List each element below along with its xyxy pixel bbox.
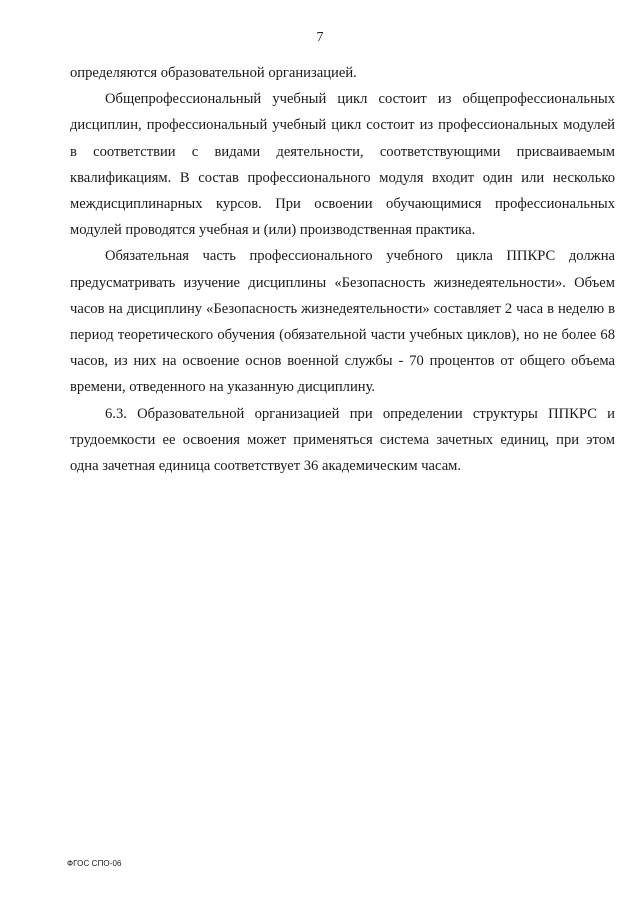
- page-number: 7: [316, 30, 324, 45]
- paragraph-credit-units: 6.3. Образовательной организацией при определении структуры ППКРС и трудоемкости ее освоения может применяться система зачетных единиц, при этом одна зачетная единица соответствует 36 академическим часам.: [70, 405, 615, 475]
- paragraph-life-safety: Обязательная часть профессионального учебного цикла ППКРС должна предусматривать изучение дисциплины «Безопасность жизнедеятельности». Объем часов на дисциплину «Безопасность жизнедеятельности» составляет 2 часа в неделю в период теоретического обучения (обязательной части учебных циклов), но не более 68 часов, из них на освоение основ военной службы - 70 процентов от общего объема времени, отведенного на указанную дисциплину.: [70, 248, 615, 396]
- paragraph-continuation: определяются образовательной организацией.: [70, 65, 357, 81]
- paragraph-curriculum-cycles: Общепрофессиональный учебный цикл состоит из общепрофессиональных дисциплин, профессиональный учебный цикл состоит из профессиональных модулей в соответствии с видами деятельности, соответствующими присваиваемым квалификациям. В состав профессионального модуля входит один или несколько междисциплинарных курсов. При освоении обучающимися профессиональных модулей проводятся учебная и (или) производственная практика.: [70, 91, 615, 239]
- footer-document-code: ФГОС СПО-06: [67, 859, 122, 868]
- document-body: [70, 60, 615, 479]
